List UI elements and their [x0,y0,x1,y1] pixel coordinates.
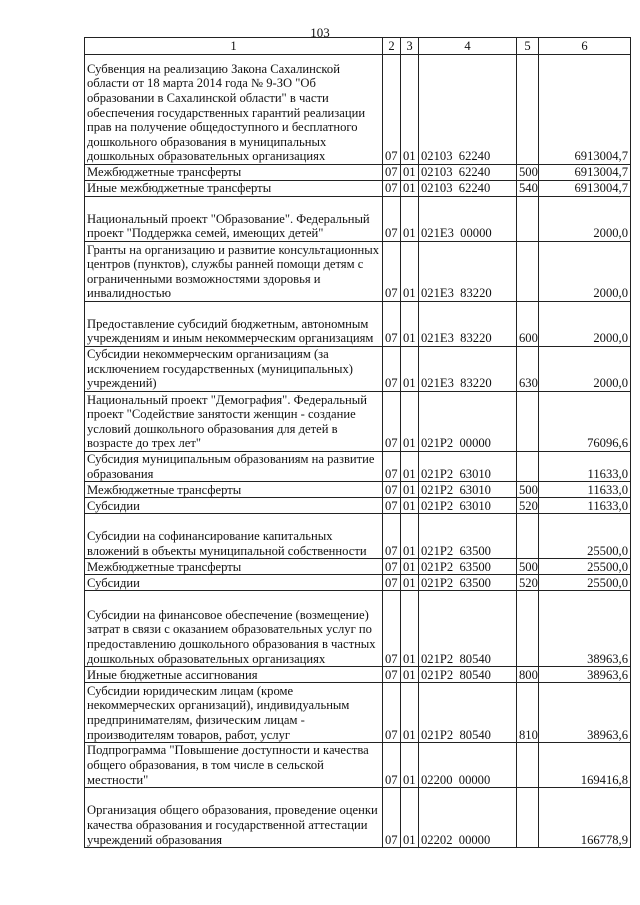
row-amount-cell: 2000,0 [539,302,631,347]
row-subsection-cell: 01 [401,392,419,452]
row-amount-cell: 38963,6 [539,683,631,743]
row-target-code-cell: 021Р2 63010 [419,498,517,514]
row-subsection-cell: 01 [401,559,419,575]
row-expense-type-cell: 540 [517,181,539,197]
row-expense-type-cell: 500 [517,559,539,575]
row-amount-cell: 6913004,7 [539,55,631,165]
row-target-code-cell: 021Е3 00000 [419,197,517,242]
row-expense-type-cell: 520 [517,498,539,514]
row-subsection-cell: 01 [401,197,419,242]
row-target-code-cell: 02200 00000 [419,743,517,788]
row-section-cell: 07 [383,683,401,743]
row-amount-cell: 11633,0 [539,482,631,498]
row-name-cell: Межбюджетные трансферты [85,482,383,498]
row-target-code-cell: 021Е3 83220 [419,302,517,347]
row-section-cell: 07 [383,242,401,302]
row-section-cell: 07 [383,575,401,591]
row-target-code-cell: 021Р2 63500 [419,575,517,591]
row-name-cell: Иные бюджетные ассигнования [85,667,383,683]
row-amount-cell: 11633,0 [539,498,631,514]
row-target-code-cell: 021Р2 80540 [419,667,517,683]
row-name-cell: Национальный проект "Образование". Федеральный проект "Поддержка семей, имеющих детей" [85,197,383,242]
header-cell-2: 2 [383,38,401,55]
row-subsection-cell: 01 [401,165,419,181]
row-subsection-cell: 01 [401,482,419,498]
row-subsection-cell: 01 [401,575,419,591]
row-section-cell: 07 [383,181,401,197]
row-subsection-cell: 01 [401,591,419,667]
row-expense-type-cell [517,591,539,667]
row-expense-type-cell: 800 [517,667,539,683]
table-row [85,683,631,743]
row-amount-cell: 6913004,7 [539,181,631,197]
row-name-cell: Субсидии [85,498,383,514]
row-section-cell: 07 [383,743,401,788]
header-cell-1: 1 [85,38,383,55]
row-name-cell: Подпрограмма "Повышение доступности и качества общего образования, в том числе в сельской местности" [85,743,383,788]
row-name-cell: Иные межбюджетные трансферты [85,181,383,197]
row-amount-cell: 38963,6 [539,591,631,667]
row-name-cell: Предоставление субсидий бюджетным, автономным учреждениям и иным некоммерческим организациям [85,302,383,347]
row-amount-cell: 25500,0 [539,559,631,575]
row-expense-type-cell [517,197,539,242]
row-name-cell: Межбюджетные трансферты [85,559,383,575]
row-target-code-cell: 02103 62240 [419,55,517,165]
row-section-cell: 07 [383,452,401,482]
header-cell-3: 3 [401,38,419,55]
row-amount-cell: 6913004,7 [539,165,631,181]
row-expense-type-cell [517,743,539,788]
row-subsection-cell: 01 [401,683,419,743]
row-expense-type-cell: 600 [517,302,539,347]
row-subsection-cell: 01 [401,667,419,683]
row-name-cell: Субсидии некоммерческим организациям (за исключением государственных (муниципальных) учреждений) [85,347,383,392]
row-expense-type-cell: 500 [517,482,539,498]
row-section-cell: 07 [383,667,401,683]
row-expense-type-cell: 810 [517,683,539,743]
header-cell-6: 6 [539,38,631,55]
row-section-cell: 07 [383,591,401,667]
row-amount-cell: 166778,9 [539,788,631,848]
row-expense-type-cell [517,55,539,165]
row-name-cell: Субсидии юридическим лицам (кроме некоммерческих организаций), индивидуальным предпринимателям, физическим лицам - производителям товаров, работ, услуг [85,683,383,743]
header-cell-4: 4 [419,38,517,55]
budget-table [84,37,631,848]
row-amount-cell: 76096,6 [539,392,631,452]
row-subsection-cell: 01 [401,514,419,559]
row-target-code-cell: 021Р2 80540 [419,591,517,667]
row-section-cell: 07 [383,55,401,165]
row-section-cell: 07 [383,197,401,242]
row-expense-type-cell [517,452,539,482]
row-name-cell: Субвенция на реализацию Закона Сахалинской области от 18 марта 2014 года № 9-ЗО "Об образовании в Сахалинской области" в части обеспечения государственных гарантий реализации прав на получение общедоступного и бесплатного дошкольного образования в муниципальных дошкольных образовательных организациях [85,55,383,165]
row-amount-cell: 2000,0 [539,347,631,392]
row-amount-cell: 25500,0 [539,575,631,591]
row-target-code-cell: 021Р2 80540 [419,683,517,743]
row-section-cell: 07 [383,498,401,514]
row-target-code-cell: 021Р2 00000 [419,392,517,452]
row-name-cell: Субсидия муниципальным образованиям на развитие образования [85,452,383,482]
row-target-code-cell: 021Е3 83220 [419,242,517,302]
row-expense-type-cell [517,514,539,559]
row-subsection-cell: 01 [401,181,419,197]
row-section-cell: 07 [383,302,401,347]
table-row [85,743,631,788]
page-number: 103 [310,25,330,40]
table-row [85,197,631,242]
row-subsection-cell: 01 [401,743,419,788]
table-row [85,242,631,302]
row-target-code-cell: 021Р2 63010 [419,452,517,482]
row-section-cell: 07 [383,392,401,452]
row-expense-type-cell [517,242,539,302]
row-target-code-cell: 02202 00000 [419,788,517,848]
table-row [85,788,631,848]
row-section-cell: 07 [383,482,401,498]
row-section-cell: 07 [383,347,401,392]
row-section-cell: 07 [383,165,401,181]
row-expense-type-cell [517,392,539,452]
row-target-code-cell: 02103 62240 [419,165,517,181]
table-row [85,575,631,591]
row-amount-cell: 2000,0 [539,242,631,302]
row-subsection-cell: 01 [401,788,419,848]
table-row [85,392,631,452]
table-header-row [85,38,631,55]
row-expense-type-cell: 500 [517,165,539,181]
row-name-cell: Межбюджетные трансферты [85,165,383,181]
row-name-cell: Субсидии [85,575,383,591]
table-row [85,347,631,392]
row-expense-type-cell: 630 [517,347,539,392]
row-expense-type-cell: 520 [517,575,539,591]
table-row [85,181,631,197]
row-name-cell: Субсидии на софинансирование капитальных вложений в объекты муниципальной собственности [85,514,383,559]
row-subsection-cell: 01 [401,498,419,514]
row-target-code-cell: 021Р2 63500 [419,514,517,559]
row-target-code-cell: 02103 62240 [419,181,517,197]
row-subsection-cell: 01 [401,347,419,392]
row-section-cell: 07 [383,559,401,575]
row-subsection-cell: 01 [401,452,419,482]
row-name-cell: Гранты на организацию и развитие консультационных центров (пунктов), службы ранней помощи детям с ограниченными возможностями здоровья и инвалидностью [85,242,383,302]
table-row [85,559,631,575]
table-row [85,667,631,683]
row-amount-cell: 25500,0 [539,514,631,559]
row-subsection-cell: 01 [401,302,419,347]
header-cell-5: 5 [517,38,539,55]
table-row [85,302,631,347]
row-amount-cell: 169416,8 [539,743,631,788]
table-row [85,591,631,667]
row-amount-cell: 11633,0 [539,452,631,482]
table-row [85,165,631,181]
row-amount-cell: 2000,0 [539,197,631,242]
row-section-cell: 07 [383,788,401,848]
table-row [85,482,631,498]
row-subsection-cell: 01 [401,242,419,302]
row-subsection-cell: 01 [401,55,419,165]
table-row [85,498,631,514]
row-section-cell: 07 [383,514,401,559]
row-name-cell: Организация общего образования, проведение оценки качества образования и государственной аттестации учреждений образования [85,788,383,848]
table-row [85,55,631,165]
row-target-code-cell: 021Р2 63010 [419,482,517,498]
row-name-cell: Национальный проект "Демография". Федеральный проект "Содействие занятости женщин - создание условий дошкольного образования для детей в возрасте до трех лет" [85,392,383,452]
row-name-cell: Субсидии на финансовое обеспечение (возмещение) затрат в связи с оказанием образовательных услуг по предоставлению дошкольного образования в частных дошкольных образовательных организациях [85,591,383,667]
table-row [85,452,631,482]
row-expense-type-cell [517,788,539,848]
row-target-code-cell: 021Р2 63500 [419,559,517,575]
row-amount-cell: 38963,6 [539,667,631,683]
table-row [85,514,631,559]
row-target-code-cell: 021Е3 83220 [419,347,517,392]
